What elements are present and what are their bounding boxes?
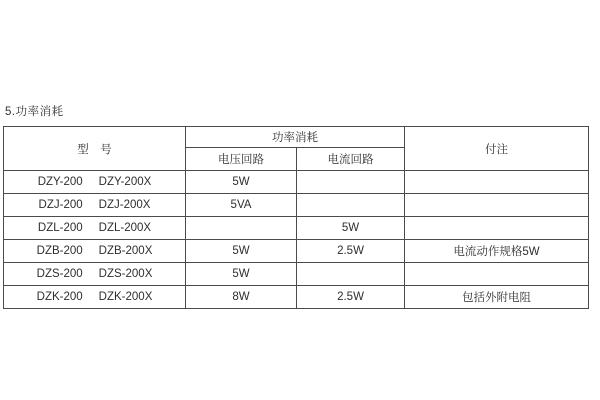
model-name: DZS-200 (36, 268, 83, 280)
voltage-circuit-value: 5W (186, 263, 297, 286)
model-name-x: DZK-200X (98, 291, 153, 303)
model-name: DZB-200 (36, 245, 83, 257)
voltage-circuit-value: 8W (186, 286, 297, 309)
current-circuit-value: 2.5W (297, 286, 405, 309)
note-value: 包括外附电阻 (405, 286, 589, 309)
model-name-x: DZJ-200X (98, 199, 151, 211)
model-name-x: DZS-200X (98, 268, 153, 280)
col-header-note: 付注 (405, 127, 589, 171)
note-value (405, 171, 589, 194)
power-consumption-table (3, 126, 589, 309)
header-row-group (4, 127, 589, 148)
table-row (4, 286, 589, 309)
col-header-model: 型 号 (4, 127, 186, 171)
table-row (4, 194, 589, 217)
table-row (4, 240, 589, 263)
model-cell (4, 263, 186, 286)
current-circuit-value (297, 171, 405, 194)
model-cell (4, 286, 186, 309)
table-row (4, 171, 589, 194)
note-value: 电流动作规格5W (405, 240, 589, 263)
model-name: DZY-200 (37, 176, 83, 188)
model-cell (4, 240, 186, 263)
note-value (405, 217, 589, 240)
voltage-circuit-value (186, 217, 297, 240)
model-cell (4, 217, 186, 240)
current-circuit-value: 2.5W (297, 240, 405, 263)
table-row (4, 263, 589, 286)
model-name-x: DZL-200X (98, 222, 152, 234)
note-value (405, 194, 589, 217)
voltage-circuit-value: 5W (186, 240, 297, 263)
voltage-circuit-value: 5W (186, 171, 297, 194)
model-name: DZK-200 (36, 291, 83, 303)
current-circuit-value: 5W (297, 217, 405, 240)
current-circuit-value (297, 194, 405, 217)
col-header-voltage-circuit: 电压回路 (186, 148, 297, 171)
model-cell (4, 194, 186, 217)
note-value (405, 263, 589, 286)
col-header-power-consumption: 功率消耗 (186, 127, 405, 148)
model-name-x: DZB-200X (98, 245, 153, 257)
model-name-x: DZY-200X (98, 176, 152, 188)
model-name: DZJ-200 (38, 199, 83, 211)
model-cell (4, 171, 186, 194)
model-name: DZL-200 (37, 222, 83, 234)
current-circuit-value (297, 263, 405, 286)
section-heading: 5.功率消耗 (5, 106, 64, 118)
table-row (4, 217, 589, 240)
col-header-current-circuit: 电流回路 (297, 148, 405, 171)
voltage-circuit-value: 5VA (186, 194, 297, 217)
